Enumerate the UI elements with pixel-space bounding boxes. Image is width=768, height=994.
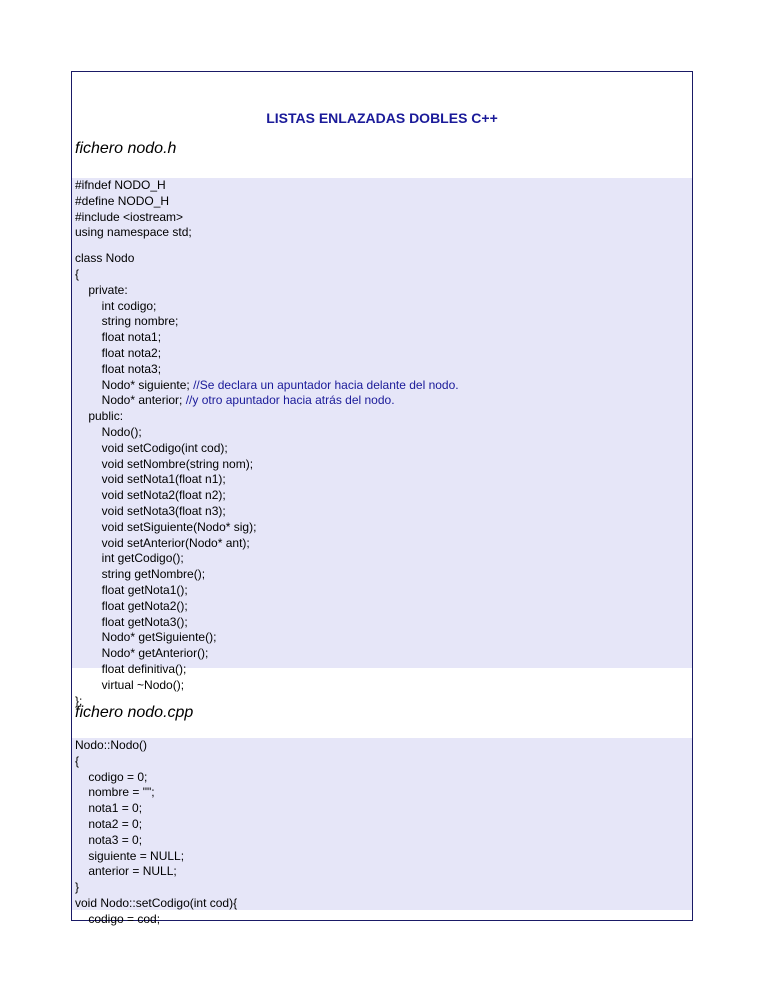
code-text: void setNota3(float n3); — [75, 503, 226, 518]
code-text: public: — [75, 409, 124, 424]
code-text: anterior = NULL; — [75, 864, 177, 879]
section-heading-nodo-h: fichero nodo.h — [75, 140, 177, 157]
code-line — [72, 754, 692, 770]
code-line — [72, 678, 692, 694]
code-line — [72, 425, 692, 441]
code-text: float nota3; — [75, 361, 162, 376]
code-line — [72, 770, 692, 786]
code-text: void setNombre(string nom); — [75, 456, 254, 471]
code-comment: //y otro apuntador hacia atrás del nodo. — [185, 393, 395, 408]
code-line — [72, 662, 692, 678]
code-line — [72, 409, 692, 425]
code-line — [72, 441, 692, 457]
code-line — [72, 817, 692, 833]
code-text: Nodo* siguiente; — [75, 377, 194, 392]
code-line — [72, 738, 692, 754]
code-text: void setNota1(float n1); — [75, 472, 226, 487]
code-line — [72, 488, 692, 504]
code-text: int codigo; — [75, 298, 157, 313]
code-line — [72, 896, 692, 912]
code-line — [72, 472, 692, 488]
code-text: codigo = cod; — [75, 911, 161, 926]
code-text: nota2 = 0; — [75, 816, 143, 831]
code-text: float getNota1(); — [75, 582, 188, 597]
code-line — [72, 833, 692, 849]
code-text: #include <iostream> — [75, 209, 184, 224]
code-comment: //Se declara un apuntador hacia delante del nodo. — [193, 377, 459, 392]
code-text: Nodo* getAnterior(); — [75, 646, 209, 661]
code-line — [72, 283, 692, 299]
code-line — [72, 567, 692, 583]
code-line — [72, 849, 692, 865]
code-line — [72, 551, 692, 567]
code-text: codigo = 0; — [75, 769, 148, 784]
code-text: } — [75, 880, 80, 895]
code-line — [72, 362, 692, 378]
code-text: class Nodo — [75, 251, 135, 266]
code-text: float definitiva(); — [75, 661, 187, 676]
code-line — [72, 194, 692, 210]
code-line — [72, 178, 692, 194]
code-line — [72, 646, 692, 662]
code-text: int getCodigo(); — [75, 551, 184, 566]
code-text: float nota1; — [75, 330, 162, 345]
code-line — [72, 801, 692, 817]
code-line — [72, 912, 692, 928]
code-text: private: — [75, 282, 128, 297]
code-text: { — [75, 753, 80, 768]
code-text: float getNota2(); — [75, 598, 188, 613]
code-text: { — [75, 266, 80, 281]
document-frame — [71, 71, 693, 926]
code-text: Nodo* getSiguiente(); — [75, 630, 217, 645]
code-line — [72, 330, 692, 346]
code-text: #ifndef NODO_H — [75, 178, 166, 192]
code-text: string getNombre(); — [75, 567, 206, 582]
code-line — [72, 536, 692, 552]
code-block-nodo-cpp — [72, 738, 692, 926]
code-line — [72, 225, 692, 241]
code-text: nota3 = 0; — [75, 832, 143, 847]
code-text: Nodo(); — [75, 424, 142, 439]
code-text: siguiente = NULL; — [75, 848, 185, 863]
code-line — [72, 599, 692, 615]
code-line — [72, 504, 692, 520]
code-text: float getNota3(); — [75, 614, 188, 629]
code-text: #define NODO_H — [75, 193, 170, 208]
code-text: nota1 = 0; — [75, 801, 143, 816]
code-text: string nombre; — [75, 314, 179, 329]
code-line — [72, 880, 692, 896]
code-line — [72, 299, 692, 315]
code-line — [72, 393, 692, 409]
blank-line — [72, 241, 692, 251]
code-text: void Nodo::setCodigo(int cod){ — [75, 895, 238, 910]
code-line — [72, 457, 692, 473]
code-line — [72, 210, 692, 226]
code-block-nodo-h — [72, 178, 692, 708]
code-text: }; — [75, 693, 83, 708]
code-line — [72, 267, 692, 283]
code-line — [72, 864, 692, 880]
code-text: void setCodigo(int cod); — [75, 440, 228, 455]
code-text: Nodo::Nodo() — [75, 738, 148, 752]
code-text: void setAnterior(Nodo* ant); — [75, 535, 250, 550]
code-text: float nota2; — [75, 345, 162, 360]
code-line — [72, 346, 692, 362]
code-line — [72, 630, 692, 646]
code-line — [72, 785, 692, 801]
code-text: virtual ~Nodo(); — [75, 677, 185, 692]
code-line — [72, 251, 692, 267]
code-line — [72, 314, 692, 330]
code-text: Nodo* anterior; — [75, 393, 186, 408]
section-heading-nodo-cpp: fichero nodo.cpp — [75, 704, 194, 721]
code-line — [72, 615, 692, 631]
code-line — [72, 378, 692, 394]
code-text: void setNota2(float n2); — [75, 488, 226, 503]
code-text: void setSiguiente(Nodo* sig); — [75, 519, 257, 534]
code-line — [72, 583, 692, 599]
code-line — [72, 520, 692, 536]
code-text: nombre = ""; — [75, 785, 155, 800]
document-title: LISTAS ENLAZADAS DOBLES C++ — [266, 110, 498, 126]
code-text: using namespace std; — [75, 225, 192, 240]
